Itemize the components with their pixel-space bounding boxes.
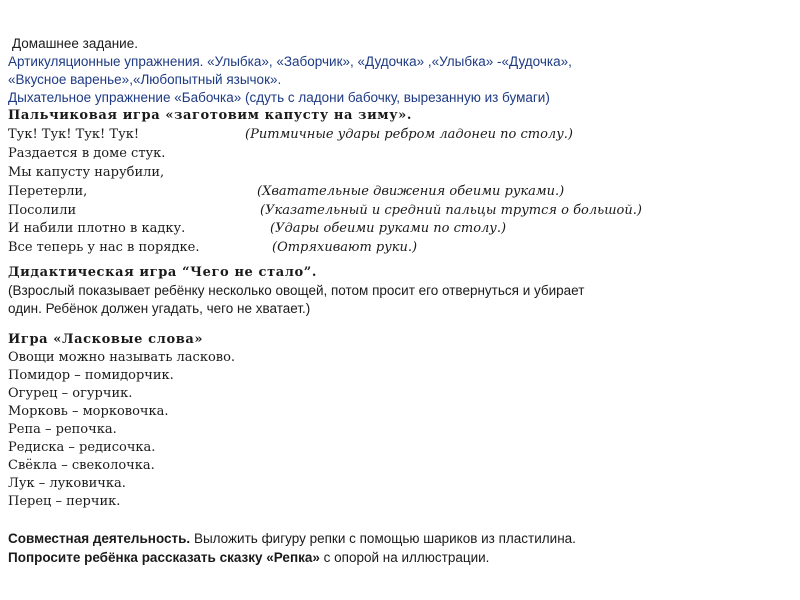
kind-words-item: Репа – репочка.	[8, 422, 117, 437]
didactic-game-title: Дидактическая игра “Чего не стало”.	[8, 265, 317, 280]
finger-game-line: Раздается в доме стук.	[8, 146, 166, 161]
kind-words-item: Морковь – морковочка.	[8, 404, 169, 419]
finger-game-line: Перетерли,	[8, 184, 88, 199]
finger-game-note: (Указательный и средний пальцы трутся о большой.)	[260, 203, 642, 218]
retell-task-rest: с опорой на иллюстрации.	[319, 550, 490, 565]
retell-task-bold: Попросите ребёнка рассказать сказку «Репка»	[8, 550, 320, 565]
finger-game-line: Мы капусту нарубили,	[8, 165, 165, 180]
kind-words-intro: Овощи можно называть ласково.	[8, 350, 236, 365]
kind-words-item: Свёкла – свеколочка.	[8, 458, 155, 473]
finger-game-note: (Отряхивают руки.)	[272, 240, 418, 255]
finger-game-note: (Ритмичные удары ребром ладонеи по столу.)	[245, 127, 573, 142]
joint-activity-text: Выложить фигуру репки с помощью шариков из пластилина.	[190, 531, 576, 546]
joint-activity	[8, 530, 576, 548]
finger-game-line: Посолили	[8, 203, 77, 218]
articulation-line-2: «Вкусное варенье»,«Любопытный язычок».	[8, 72, 282, 87]
breathing-exercise: Дыхательное упражнение «Бабочка» (сдуть с ладони бабочку, вырезанную из бумаги)	[8, 90, 550, 105]
homework-title: Домашнее задание.	[12, 36, 138, 51]
finger-game-title: Пальчиковая игра «заготовим капусту на зиму».	[8, 108, 412, 123]
finger-game-note: (Хватательные движения обеими руками.)	[257, 184, 565, 199]
finger-game-line: Все теперь у нас в порядке.	[8, 240, 200, 255]
kind-words-item: Помидор – помидорчик.	[8, 368, 174, 383]
finger-game-line: Тук! Тук! Тук! Тук!	[8, 127, 140, 142]
didactic-game-line-1: (Взрослый показывает ребёнку несколько овощей, потом просит его отвернуться и убирает	[8, 283, 585, 298]
retell-task	[8, 549, 489, 567]
kind-words-title: Игра «Ласковые слова»	[8, 332, 204, 347]
kind-words-item: Перец – перчик.	[8, 494, 121, 509]
articulation-line-1: Артикуляционные упражнения. «Улыбка», «Заборчик», «Дудочка» ,«Улыбка» -«Дудочка»,	[8, 54, 572, 69]
kind-words-item: Огурец – огурчик.	[8, 386, 133, 401]
kind-words-item: Редиска – редисочка.	[8, 440, 156, 455]
kind-words-item: Лук – луковичка.	[8, 476, 126, 491]
didactic-game-line-2: один. Ребёнок должен угадать, чего не хватает.)	[8, 301, 311, 316]
finger-game-line: И набили плотно в кадку.	[8, 221, 186, 236]
finger-game-note: (Удары обеими руками по столу.)	[270, 221, 507, 236]
joint-activity-label: Совместная деятельность.	[8, 531, 191, 546]
